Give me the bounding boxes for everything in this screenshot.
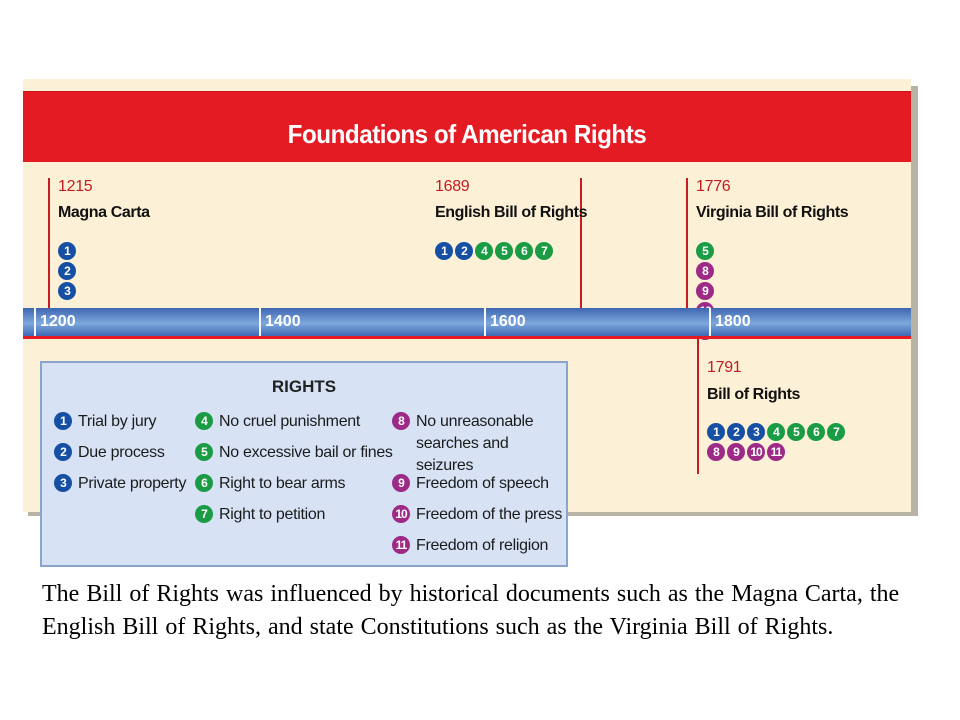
right-number-badge: 3	[54, 474, 72, 492]
right-number-badge: 9	[392, 474, 410, 492]
right-label: Right to petition	[219, 506, 326, 523]
right-number-badge: 1	[54, 412, 72, 430]
right-number-badge: 10	[392, 505, 410, 523]
right-item	[392, 411, 566, 477]
right-item	[392, 504, 562, 526]
right-badge: 5	[495, 242, 513, 260]
event-document: Virginia Bill of Rights	[696, 204, 849, 221]
right-badge: 4	[475, 242, 493, 260]
right-badge: 8	[707, 443, 725, 461]
right-item	[195, 473, 345, 495]
right-label: No cruel punishment	[219, 413, 361, 430]
right-badge: 6	[807, 423, 825, 441]
timeline-band	[23, 308, 911, 336]
right-badge: 10	[747, 443, 765, 461]
right-number-badge: 11	[392, 536, 410, 554]
right-number-badge: 4	[195, 412, 213, 430]
caption-text: The Bill of Rights was influenced by historical documents such as the Magna Carta, the English Bill of Rights, and state Constitutions such as the Virginia Bill of Rights.	[42, 581, 900, 640]
right-label: Trial by jury	[78, 413, 157, 430]
right-badge: 1	[707, 423, 725, 441]
event-year: 1791	[707, 359, 742, 376]
right-number-badge: 6	[195, 474, 213, 492]
right-label: Right to bear arms	[219, 475, 346, 492]
right-item	[195, 411, 360, 433]
right-badge: 5	[787, 423, 805, 441]
right-badge: 1	[58, 242, 76, 260]
right-label: Freedom of religion	[416, 537, 549, 554]
title-bar	[23, 91, 911, 162]
right-badge: 8	[696, 262, 714, 280]
right-label: Freedom of speech	[416, 475, 549, 492]
right-badge: 2	[58, 262, 76, 280]
tick-label-1600: 1600	[490, 313, 526, 330]
event-year: 1689	[435, 178, 470, 195]
event-year: 1215	[58, 178, 93, 195]
rights-legend	[40, 361, 568, 567]
right-badge: 5	[696, 242, 714, 260]
right-item	[392, 535, 548, 557]
right-badge: 6	[515, 242, 533, 260]
right-item	[54, 473, 186, 495]
right-badge: 3	[58, 282, 76, 300]
right-badge: 1	[435, 242, 453, 260]
event-document: English Bill of Rights	[435, 204, 588, 221]
right-badge: 7	[535, 242, 553, 260]
right-number-badge: 2	[54, 443, 72, 461]
right-label: Due process	[78, 444, 165, 461]
right-label: Freedom of the press	[416, 506, 563, 523]
panel-title: Foundations of American Rights	[287, 119, 647, 149]
right-number-badge: 5	[195, 443, 213, 461]
event-document: Magna Carta	[58, 204, 150, 221]
event-document: Bill of Rights	[707, 386, 801, 403]
right-number-badge: 7	[195, 505, 213, 523]
right-badge: 4	[767, 423, 785, 441]
right-item	[195, 504, 325, 526]
tick-label-1200: 1200	[40, 313, 76, 330]
event-rights	[58, 242, 76, 300]
event-rights	[707, 423, 857, 461]
right-badge: 2	[455, 242, 473, 260]
right-label: No excessive bail or fines	[219, 444, 393, 461]
timeline-band-edge	[23, 336, 911, 339]
tick-label-1400: 1400	[265, 313, 301, 330]
right-label: No unreasonable searches and seizures	[416, 413, 534, 474]
right-item	[54, 411, 156, 433]
rights-legend-title: RIGHTS	[271, 377, 337, 396]
tick-label-1800: 1800	[715, 313, 751, 330]
right-number-badge: 8	[392, 412, 410, 430]
right-badge: 9	[727, 443, 745, 461]
right-item	[392, 473, 549, 495]
right-badge: 7	[827, 423, 845, 441]
event-year: 1776	[696, 178, 731, 195]
right-badge: 3	[747, 423, 765, 441]
right-badge: 11	[767, 443, 785, 461]
right-badge: 9	[696, 282, 714, 300]
right-label: Private property	[78, 475, 187, 492]
right-item	[54, 442, 165, 464]
right-item	[195, 442, 393, 464]
right-badge: 2	[727, 423, 745, 441]
event-rights	[435, 242, 553, 260]
